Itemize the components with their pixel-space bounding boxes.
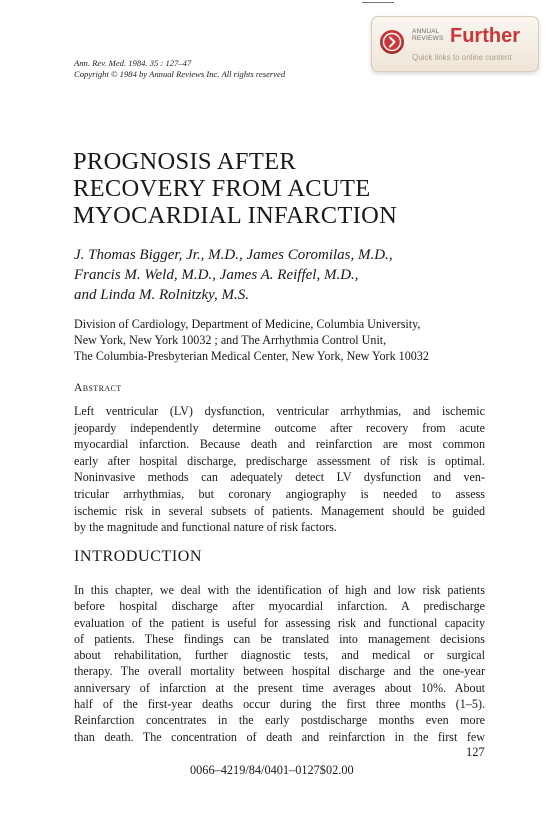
title-line: PROGNOSIS AFTER: [73, 148, 297, 175]
scan-mark: [362, 2, 394, 5]
intro-line: In this chapter, we deal with the identification of high and low risk patients: [74, 583, 485, 597]
publisher-line: ANNUAL: [412, 28, 440, 35]
intro-line: before hospital discharge after myocardial infarction. A predischarge: [74, 599, 485, 614]
footer-code: 0066–4219/84/0401–0127$02.00: [190, 763, 354, 777]
abstract-paragraph: [74, 403, 485, 536]
article-title: [73, 148, 397, 229]
citation-line: Ann. Rev. Med. 1984. 35 : 127–47: [74, 58, 192, 68]
intro-line: about rehabilitation, further diagnostic tests, and medical or surgical: [74, 648, 485, 663]
author-line: J. Thomas Bigger, Jr., M.D., James Coromilas, M.D.,: [74, 247, 393, 263]
abstract-line: ischemic risk in several subsets of patients. Management should be guided: [74, 503, 485, 518]
further-links-banner[interactable]: [371, 16, 539, 72]
intro-line: evaluation of the patient is useful for assessing risk and functional capacity: [74, 615, 485, 630]
author-line: and Linda M. Rolnitzky, M.S.: [74, 287, 249, 303]
intro-line: than death. The concentration of death and reinfarction in the first few: [74, 729, 485, 744]
further-badge-icon: [380, 30, 404, 54]
introduction-heading: INTRODUCTION: [74, 548, 203, 565]
intro-line: of patients. These findings can be translated into management decisions: [74, 631, 485, 646]
intro-line: anniversary of infarction at the present time averages about 10%. About: [74, 680, 485, 695]
affiliation-line: The Columbia-Presbyterian Medical Center, New York, New York 10032: [74, 349, 429, 363]
intro-line: half of the first-year deaths occur during the first three months (1–5).: [74, 697, 485, 712]
abstract-line: myocardial infarction. Because death and reinfarction are most common: [74, 437, 485, 452]
abstract-line: early after hospital discharge, predischarge assessment of risk is optimal.: [74, 453, 485, 468]
title-line: MYOCARDIAL INFARCTION: [73, 202, 398, 229]
affiliation-line: Division of Cardiology, Department of Medicine, Columbia University,: [74, 317, 421, 331]
abstract-line: jeopardy independently determine outcome after recovery from acute: [74, 420, 485, 435]
affiliation: [74, 316, 429, 364]
publisher-logo-text: [412, 28, 443, 42]
publisher-line: REVIEWS: [412, 35, 444, 42]
title-line: RECOVERY FROM ACUTE: [73, 175, 371, 202]
further-brand: Further: [450, 25, 520, 47]
affiliation-line: New York, New York 10032 ; and The Arrhythmia Control Unit,: [74, 333, 387, 347]
intro-line: Reinfarction concentrates in the early postdischarge months even more: [74, 713, 485, 728]
author-line: Francis M. Weld, M.D., James A. Reiffel, M.D.,: [74, 267, 359, 283]
abstract-line: tricular arrhythmias, but coronary angiography is needed to assess: [74, 486, 485, 501]
abstract-line: by the magnitude and functional nature of risk factors.: [74, 520, 337, 535]
abstract-heading: Abstract: [74, 382, 122, 394]
abstract-line: Left ventricular (LV) dysfunction, ventricular arrhythmias, and ischemic: [74, 404, 485, 418]
introduction-paragraph: [74, 582, 485, 745]
author-list: [74, 245, 393, 305]
page-number: 127: [466, 745, 485, 759]
intro-line: therapy. The overall mortality between hospital discharge and the one-year: [74, 664, 485, 679]
further-tagline: Quick links to online content: [412, 53, 512, 62]
abstract-line: Noninvasive methods can adequately detect LV dysfunction and ven-: [74, 470, 485, 485]
journal-citation: [74, 58, 285, 80]
copyright-line: Copyright © 1984 by Annual Reviews Inc. All rights reserved: [74, 69, 286, 79]
